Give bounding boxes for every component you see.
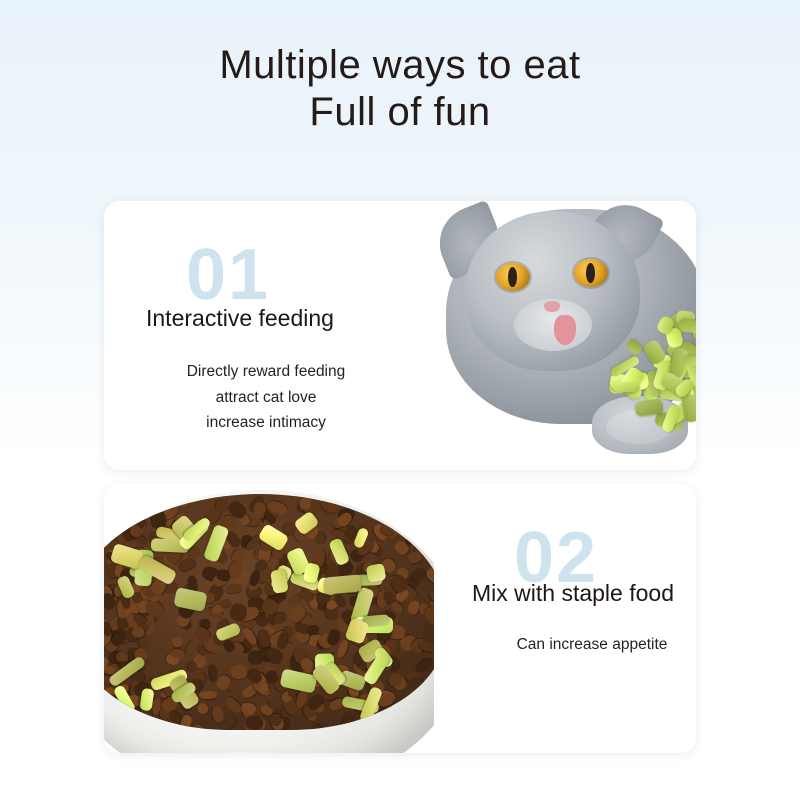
kibble-piece <box>199 690 218 699</box>
kibble-piece <box>222 638 236 652</box>
card-number-02: 02 <box>514 518 599 598</box>
kibble-piece <box>187 661 198 673</box>
feature-card-01 <box>104 201 696 470</box>
kibble-piece <box>240 701 257 715</box>
treat-piece <box>366 563 387 583</box>
kibble-piece <box>230 664 248 680</box>
card-body-line: Can increase appetite <box>516 636 668 653</box>
card-number-01: 01 <box>186 235 271 315</box>
bowl-photo <box>104 484 434 753</box>
cat-pupil-left <box>508 267 517 287</box>
card-body-line: Directly reward feeding <box>186 363 346 380</box>
kibble-piece <box>104 538 105 554</box>
kibble-piece <box>211 706 224 723</box>
treat-piece <box>173 587 207 612</box>
kibble-piece <box>224 584 241 595</box>
page-title <box>0 42 800 136</box>
cat-eye-right <box>574 259 608 287</box>
kibble-piece <box>196 701 211 716</box>
kibble-piece <box>406 550 422 564</box>
cat-photo <box>366 201 696 470</box>
kibble-piece <box>154 494 175 508</box>
card-body-01 <box>146 359 386 436</box>
card-body-02 <box>472 632 696 658</box>
kibble-piece <box>171 637 183 648</box>
cat-tongue <box>554 315 576 345</box>
card-title-01: Interactive feeding <box>146 305 334 331</box>
kibble-piece <box>422 624 434 641</box>
cat-pupil-right <box>586 263 595 283</box>
kibble-area <box>104 494 434 730</box>
card-body-line: attract cat love <box>215 388 317 406</box>
card-title-02: Mix with staple food <box>472 580 674 606</box>
treat-piece <box>625 337 645 356</box>
kibble-piece <box>307 625 319 634</box>
treat-piece <box>613 381 640 391</box>
kibble-piece <box>309 724 323 730</box>
kibble-piece <box>336 640 350 659</box>
headline-line-1: Multiple ways to eat <box>219 43 581 87</box>
headline-line-2: Full of fun <box>309 90 491 135</box>
feature-card-02 <box>104 484 696 753</box>
green-treat-pile <box>612 293 696 451</box>
card-body-line: increase intimacy <box>206 414 326 432</box>
treat-piece <box>684 354 696 366</box>
cat-nose <box>544 301 560 312</box>
kibble-piece <box>228 560 244 580</box>
cat-eye-left <box>496 263 530 291</box>
